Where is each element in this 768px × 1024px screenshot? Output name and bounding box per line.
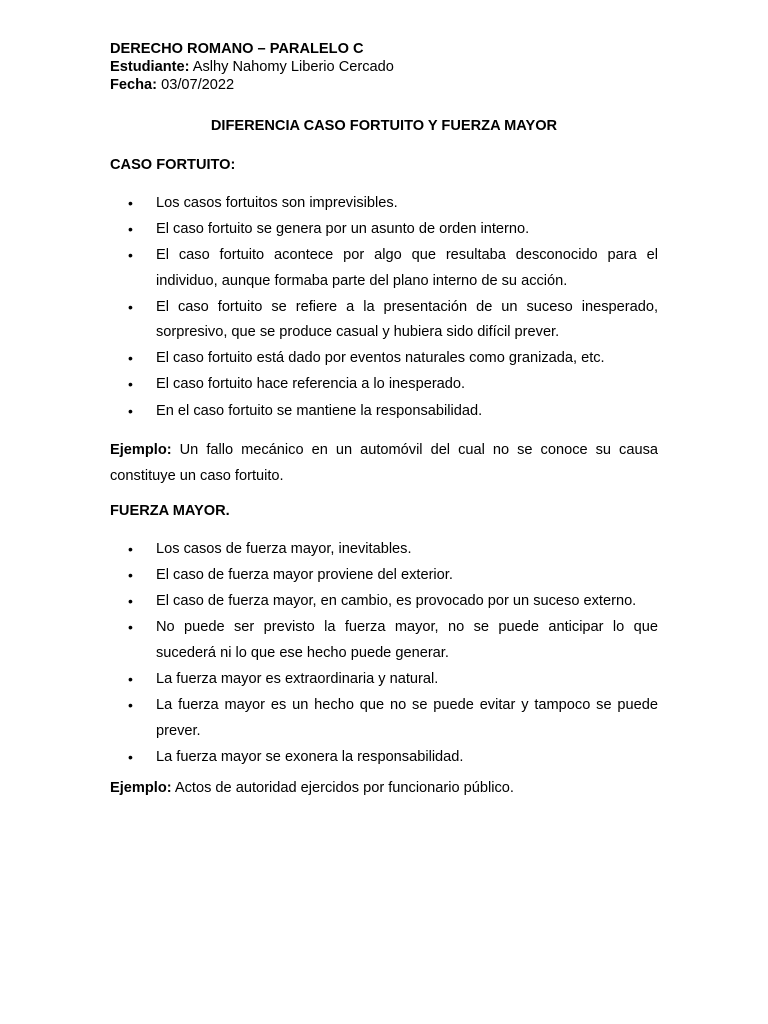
document-title: DIFERENCIA CASO FORTUITO Y FUERZA MAYOR <box>210 118 558 134</box>
list-item: • Los casos fortuitos son imprevisibles. <box>110 191 658 217</box>
bullet-icon: • <box>128 593 133 610</box>
list-item: • En el caso fortuito se mantiene la responsabilidad. <box>110 399 658 425</box>
bullet-icon: • <box>128 195 133 211</box>
fuerza-mayor-list <box>110 537 658 770</box>
list-item: • No puede ser previsto la fuerza mayor, no se puede anticipar lo que sucederá ni lo que ese hecho puede generar. <box>110 615 658 666</box>
list-item: • La fuerza mayor es un hecho que no se puede evitar y tampoco se puede prever. <box>110 693 658 744</box>
bullet-icon: • <box>128 298 133 315</box>
list-item: • El caso fortuito acontece por algo que resultaba desconocido para el individuo, aunque formaba parte del plano interno de su acción. <box>110 243 658 294</box>
bullet-icon: • <box>128 619 133 636</box>
course-title: DERECHO ROMANO – PARALELO C <box>110 41 364 57</box>
fuerza-mayor-heading: FUERZA MAYOR. <box>110 503 230 520</box>
example-label: Ejemplo: <box>110 780 172 797</box>
list-item: • El caso fortuito está dado por eventos naturales como granizada, etc. <box>110 346 658 372</box>
bullet-icon: • <box>128 350 133 367</box>
bullet-icon: • <box>128 541 133 558</box>
bullet-icon: • <box>128 567 133 584</box>
date-label: Fecha: <box>110 77 158 93</box>
bullet-icon: • <box>128 221 133 238</box>
bullet-icon: • <box>128 376 133 393</box>
caso-fortuito-heading: CASO FORTUITO: <box>110 157 236 173</box>
caso-fortuito-list <box>110 191 658 424</box>
bullet-icon: • <box>128 402 133 419</box>
fuerza-mayor-example <box>110 775 658 801</box>
list-item: • La fuerza mayor es extraordinaria y natural. <box>110 667 658 693</box>
date-line <box>110 76 658 94</box>
list-item: • El caso de fuerza mayor, en cambio, es provocado por un suceso externo. <box>110 589 658 615</box>
list-item: • El caso de fuerza mayor proviene del exterior. <box>110 563 658 589</box>
list-item: • La fuerza mayor se exonera la responsabilidad. <box>110 745 658 771</box>
example-label: Ejemplo: <box>110 442 172 459</box>
bullet-icon: • <box>128 748 133 765</box>
date-value: 03/07/2022 <box>161 77 235 93</box>
student-name: Aslhy Nahomy Liberio Cercado <box>192 59 394 75</box>
student-label: Estudiante: <box>110 59 190 75</box>
list-item: • El caso fortuito hace referencia a lo inesperado. <box>110 372 658 398</box>
bullet-icon: • <box>128 697 133 714</box>
example-text: Actos de autoridad ejercidos por funcionario público. <box>171 780 514 797</box>
caso-fortuito-example <box>110 437 658 489</box>
example-text: Un fallo mecánico en un automóvil del cual no se conoce su causa constituye un caso fortuito. <box>110 442 658 485</box>
bullet-icon: • <box>128 247 133 264</box>
document-page <box>110 40 658 801</box>
bullet-icon: • <box>128 670 133 687</box>
list-item: • El caso fortuito se genera por un asunto de orden interno. <box>110 217 658 243</box>
list-item: • Los casos de fuerza mayor, inevitables. <box>110 537 658 563</box>
list-item: • El caso fortuito se refiere a la presentación de un suceso inesperado, sorpresivo, que se produce casual y hubiera sido difícil prever. <box>110 295 658 346</box>
student-line <box>110 58 658 76</box>
